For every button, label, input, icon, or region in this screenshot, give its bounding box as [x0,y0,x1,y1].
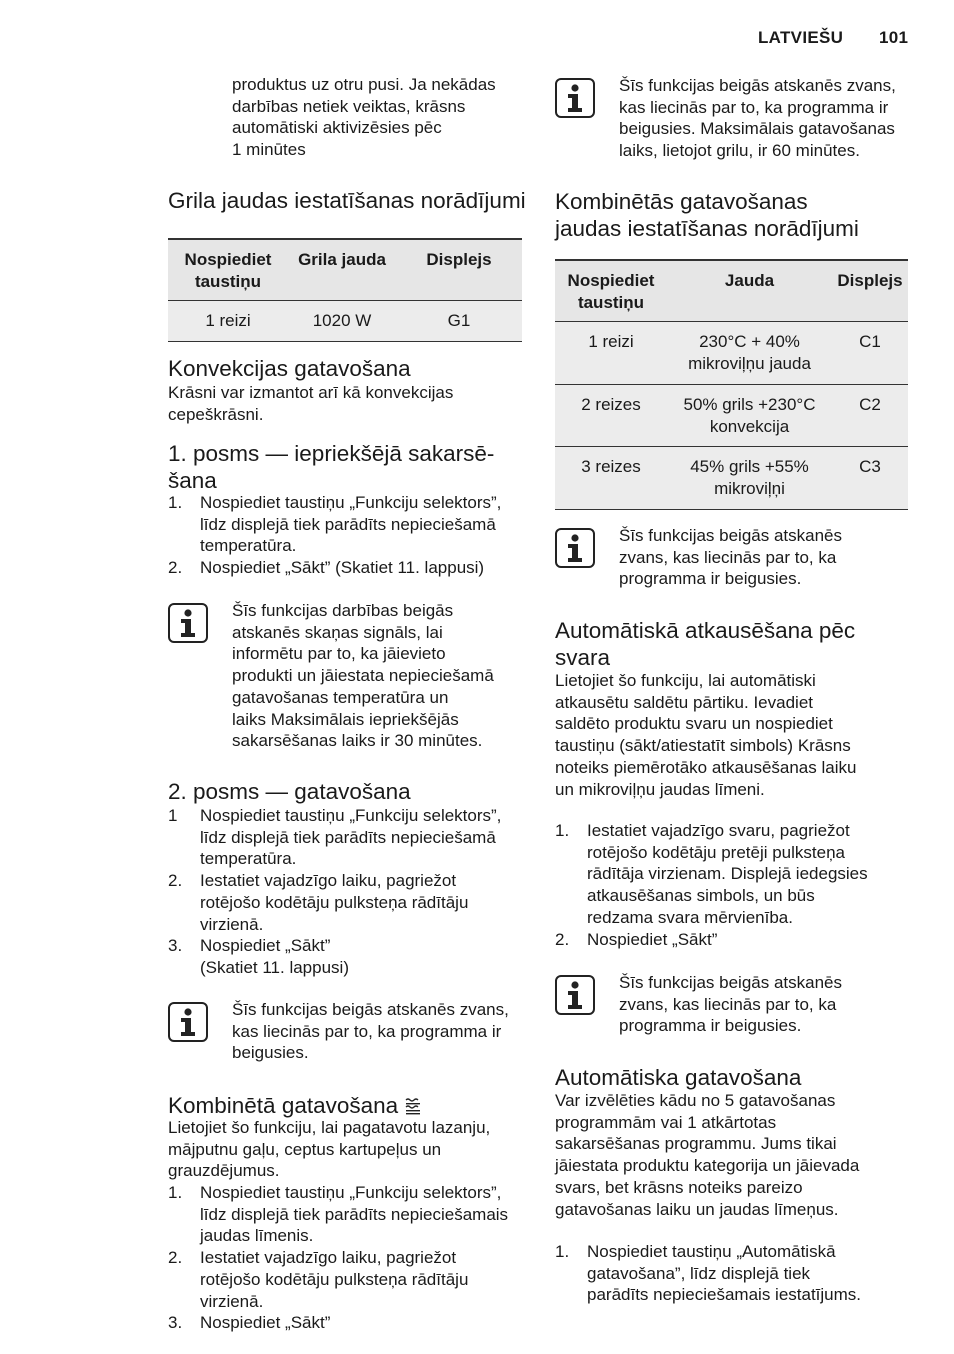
text-line: svara [555,645,611,670]
grill-settings-title: Grila jaudas iestatīšanas norādījumi [168,188,526,213]
table-cell [832,384,908,446]
stage1-steps [168,492,528,579]
info-icon [168,603,208,643]
page-number: 101 [879,28,909,47]
text-line: Šīs funkcijas beigās atskanēs [619,526,843,545]
table-cell [832,322,908,384]
text-line: Nospiediet „Sākt” [200,936,331,956]
text-line: sakarsēšanas laiks ir 30 minūtes. [232,731,483,751]
table-cell [667,322,832,384]
text-line: beigusies. Maksimālais gatavošanas [619,119,895,139]
convection-title: Konvekcijas gatavošana [168,356,411,381]
text-line: rotējošo kodētāju pulksteņa rādītāju [200,1269,469,1289]
text-line: Nospiediet taustiņu „Funkciju selektors”, [200,806,502,825]
table-row [555,322,908,384]
text-line: taustiņu (sākt/atiestatīt simbols) Krāsns [555,736,851,756]
text-line: laiks Maksimālais iepriekšējās [232,709,459,729]
text-line: atkausēšanas simbols, un būs [587,886,815,906]
text-line: kas liecinās par to, ka programma ir [619,97,889,117]
text-line: konvekcija [709,416,790,436]
list-item [168,1312,528,1334]
text-line: līdz displejā tiek parādīts nepieciešamā [200,514,496,534]
info-icon [555,78,595,118]
table-cell [555,322,667,384]
combi-cooking-text [168,1117,528,1182]
table-cell [555,447,667,509]
table-cell [667,384,832,446]
text-line: Grila jauda [298,250,386,269]
text-line: Displejs [837,271,903,290]
text-line: līdz displejā tiek parādīts nepieciešamā [200,827,496,847]
page-language: LATVIEŠU [758,28,844,47]
step-number: 1 [168,806,178,825]
col-header-display [832,260,908,322]
text-line: Šīs funkcijas beigās atskanēs [619,973,843,992]
table-cell: 1020 W [288,301,396,342]
text-line: Automātiskā atkausēšana pēc [555,618,856,643]
note-stage2 [232,999,527,1064]
text-line: 230°C + 40% [699,332,800,352]
step-number: 2. [168,558,183,578]
text-line: 1 minūtes [232,140,306,160]
table-cell: G1 [396,301,522,342]
text-line: taustiņu [577,292,645,312]
combi-cooking-steps [168,1182,528,1334]
text-line: virzienā. [200,914,264,934]
text-line: rotējošo kodētāju pretēji pulksteņa [587,842,845,862]
combi-settings-table [555,259,908,510]
text-line: Nospiediet „Sākt” [587,929,718,949]
step-number: 1. [168,1183,183,1202]
combi-cooking-title-text: Kombinētā gatavošana [168,1093,399,1118]
text-line: atkausētu saldētu pārtiku. Ievadiet [555,692,813,712]
text-line: (Skatiet 11. lappusi) [200,957,349,977]
text-line: kas liecinās par to, ka programma ir [232,1021,502,1041]
table-row [555,447,908,509]
stage2-title: 2. posms — gatavošana [168,779,411,804]
text-line: 45% grils +55% [690,457,809,477]
text-line: Var izvēlēties kādu no 5 gatavošanas [555,1091,836,1110]
list-item [168,870,528,935]
text-line: temperatūra. [200,536,297,556]
note-grill-max [619,75,919,162]
text-line: virzienā. [200,1291,264,1311]
text-line: rādītāja virzienam. Displejā iedegsies [587,864,868,884]
text-line: līdz displejā tiek parādīts nepieciešamais [200,1204,509,1224]
text-line: mājputnu gaļu, ceptus kartupeļus un [168,1139,442,1159]
step-number: 2. [168,871,183,891]
auto-cooking-text [555,1090,915,1220]
text-line: parādīts nepieciešamais iestatījums. [587,1285,862,1305]
step-number: 3. [168,1313,183,1333]
table-cell [555,384,667,446]
text-line: 1. posms — iepriekšējā sakarsē- [168,441,495,466]
text-line: šana [168,468,217,493]
col-header-press [168,239,288,301]
auto-defrost-text [555,670,915,800]
text-line: darbības netiek veiktas, krāsns [232,96,466,116]
text-line: atskanēs skaņas signāls, lai [232,622,443,642]
text-line: mikroviļņu jauda [688,354,811,374]
stage2-steps [168,805,528,979]
text-line: informētu par to, ka jāievieto [232,644,446,664]
text-line: produktus uz otru pusi. Ja nekādas [232,75,496,94]
text-line: taustiņu [194,271,262,291]
col-header-grill-power [288,239,396,301]
text-line: programma ir beigusies. [619,569,802,589]
auto-defrost-title [555,617,915,671]
text-line: Nospiediet taustiņu „Funkciju selektors”, [200,1183,502,1202]
text-line: gatavošanas laiku un jaudas līmeņus. [555,1199,839,1219]
list-item [555,820,915,929]
text-line: Nospiediet „Sākt” [200,1313,331,1333]
text-line: saldēto produktu svaru un nospiediet [555,714,833,734]
text-line: Krāsni var izmantot arī kā konvekcijas [168,383,454,402]
text-line: zvans, kas liecinās par to, ka [619,547,837,567]
text-line: Iestatiet vajadzīgo laiku, pagriežot [200,1248,457,1268]
note-combi [619,525,919,590]
combi-settings-title [555,188,915,242]
text-line: automātiski aktivizēsies pēc [232,118,442,138]
text-line: programmām vai 1 atkārtotas [555,1112,777,1132]
text-line: 3 reizes [581,457,641,477]
list-item [168,1247,528,1312]
text-line: 1 reizi [588,332,634,352]
text-line: Nospiediet taustiņu „Automātiskā [587,1242,836,1261]
text-line: Jauda [724,271,775,290]
note-defrost [619,972,919,1037]
text-line: Lietojiet šo funkciju, lai pagatavotu lazanju, [168,1118,491,1137]
text-line: Kombinētās gatavošanas [555,189,808,214]
table-row [168,301,522,342]
text-line: jāiestata produktu kategorija un jāievada [555,1156,860,1176]
text-line: gatavošana”, līdz displejā tiek [587,1263,811,1283]
text-line: Šīs funkcijas beigās atskanēs zvans, [232,1000,509,1019]
col-header-power [667,260,832,322]
table-cell [832,447,908,509]
text-line: Displejs [426,250,492,269]
col-header-press [555,260,667,322]
text-line: zvans, kas liecinās par to, ka [619,994,837,1014]
text-line: rotējošo kodētāju pulksteņa rādītāju [200,892,469,912]
text-line: programma ir beigusies. [619,1016,802,1036]
text-line: Nospiediet „Sākt” (Skatiet 11. lappusi) [200,558,485,578]
text-line: produkti un jāiestata nepieciešamā [232,666,494,686]
text-line: svars, bet krāsns noteiks pareizo [555,1177,803,1197]
table-cell: 1 reizi [168,301,288,342]
text-line: laiks, lietojot grilu, ir 60 minūtes. [619,141,860,161]
step-number: 2. [168,1248,183,1268]
text-line: temperatūra. [200,849,297,869]
text-line: Lietojiet šo funkciju, lai automātiski [555,671,816,690]
text-line: jaudas iestatīšanas norādījumi [555,216,859,241]
text-line: Iestatiet vajadzīgo svaru, pagriežot [587,821,850,840]
step-number: 1. [168,493,183,512]
table-cell [667,447,832,509]
list-item [168,805,528,870]
text-line: mikroviļņi [714,478,785,498]
info-icon [168,1002,208,1042]
text-line: sakarsēšanas programmu. Jums tikai [555,1134,837,1154]
text-line: noteiks piemērotāko atkausēšanas laiku [555,757,857,777]
list-item [555,929,915,951]
text-line: 50% grils +230°C [683,394,816,414]
auto-cooking-title: Automātiska gatavošana [555,1065,802,1090]
stage1-title [168,440,528,494]
info-icon [555,975,595,1015]
grill-settings-table [168,238,522,342]
step-number: 1. [555,821,570,840]
text-line: Iestatiet vajadzīgo laiku, pagriežot [200,871,457,891]
convection-text [168,382,528,425]
text-line: cepeškrāsni. [168,404,264,424]
text-line: redzama svara mērvienība. [587,907,793,927]
col-header-display [396,239,522,301]
step-number: 3. [168,936,183,956]
auto-defrost-steps [555,820,915,950]
text-line: Nospiediet [567,271,655,290]
text-line: Šīs funkcijas beigās atskanēs zvans, [619,76,896,95]
intro-text [232,74,532,161]
list-item [168,557,528,579]
text-line: Nospiediet [184,250,272,269]
note-preheat [232,600,527,752]
list-item [555,1241,915,1306]
text-line: gatavošanas temperatūra un [232,687,449,707]
table-row [555,384,908,446]
list-item [168,935,528,978]
text-line: beigusies. [232,1043,309,1063]
step-number: 1. [555,1242,570,1261]
text-line: C3 [859,457,881,477]
text-line: grauzdējumus. [168,1161,280,1181]
text-line: C1 [859,332,881,352]
text-line: C2 [859,394,881,414]
text-line: Šīs funkcijas darbības beigās [232,601,454,620]
text-line: Nospiediet taustiņu „Funkciju selektors”, [200,493,502,512]
text-line: 2 reizes [581,394,641,414]
text-line: un mikroviļņu jaudas līmeni. [555,779,765,799]
list-item [168,1182,528,1247]
list-item [168,492,528,557]
info-icon [555,528,595,568]
step-number: 2. [555,929,570,949]
text-line: jaudas līmenis. [200,1226,314,1246]
auto-cooking-steps [555,1241,915,1306]
